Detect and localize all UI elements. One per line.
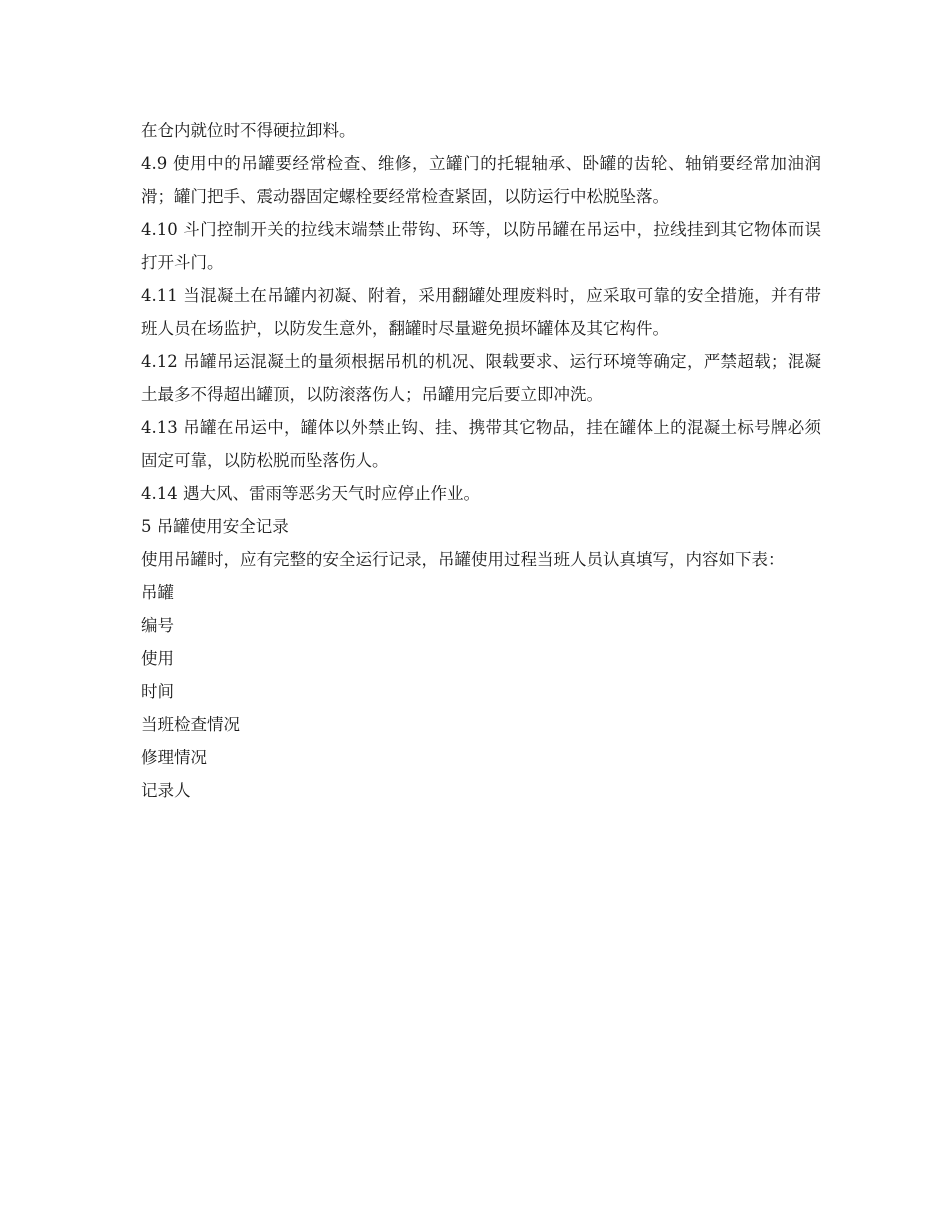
paragraph-4-10: 4.10 斗门控制开关的拉线末端禁止带钩、环等，以防吊罐在吊运中，拉线挂到其它物体而误打开斗门。	[141, 220, 821, 272]
section-intro: 使用吊罐时，应有完整的安全运行记录，吊罐使用过程当班人员认真填写，内容如下表：	[141, 550, 785, 569]
paragraph-4-14: 4.14 遇大风、雷雨等恶劣天气时应停止作业。	[141, 484, 480, 503]
table-field: 吊罐	[141, 583, 174, 602]
table-field: 修理情况	[141, 748, 207, 767]
paragraph-4-12: 4.12 吊罐吊运混凝土的量须根据吊机的机况、限载要求、运行环境等确定，严禁超载；混凝土最多不得超出罐顶，以防滚落伤人；吊罐用完后要立即冲洗。	[141, 352, 821, 404]
document-body	[141, 114, 821, 807]
paragraph-4-11: 4.11 当混凝土在吊罐内初凝、附着，采用翻罐处理废料时，应采取可靠的安全措施，并有带班人员在场监护，以防发生意外，翻罐时尽量避免损坏罐体及其它构件。	[141, 286, 821, 338]
table-field: 编号	[141, 616, 174, 635]
paragraph-4-13: 4.13 吊罐在吊运中，罐体以外禁止钩、挂、携带其它物品，挂在罐体上的混凝土标号牌必须固定可靠，以防松脱而坠落伤人。	[141, 418, 821, 470]
table-field: 使用	[141, 649, 174, 668]
paragraph-continuation: 在仓内就位时不得硬拉卸料。	[141, 121, 356, 140]
table-field: 时间	[141, 682, 174, 701]
table-field: 当班检查情况	[141, 715, 240, 734]
table-field: 记录人	[141, 781, 191, 800]
paragraph-4-9: 4.9 使用中的吊罐要经常检查、维修，立罐门的托辊轴承、卧罐的齿轮、轴销要经常加油润滑；罐门把手、震动器固定螺栓要经常检查紧固，以防运行中松脱坠落。	[141, 154, 821, 206]
section-heading: 5 吊罐使用安全记录	[141, 517, 289, 536]
